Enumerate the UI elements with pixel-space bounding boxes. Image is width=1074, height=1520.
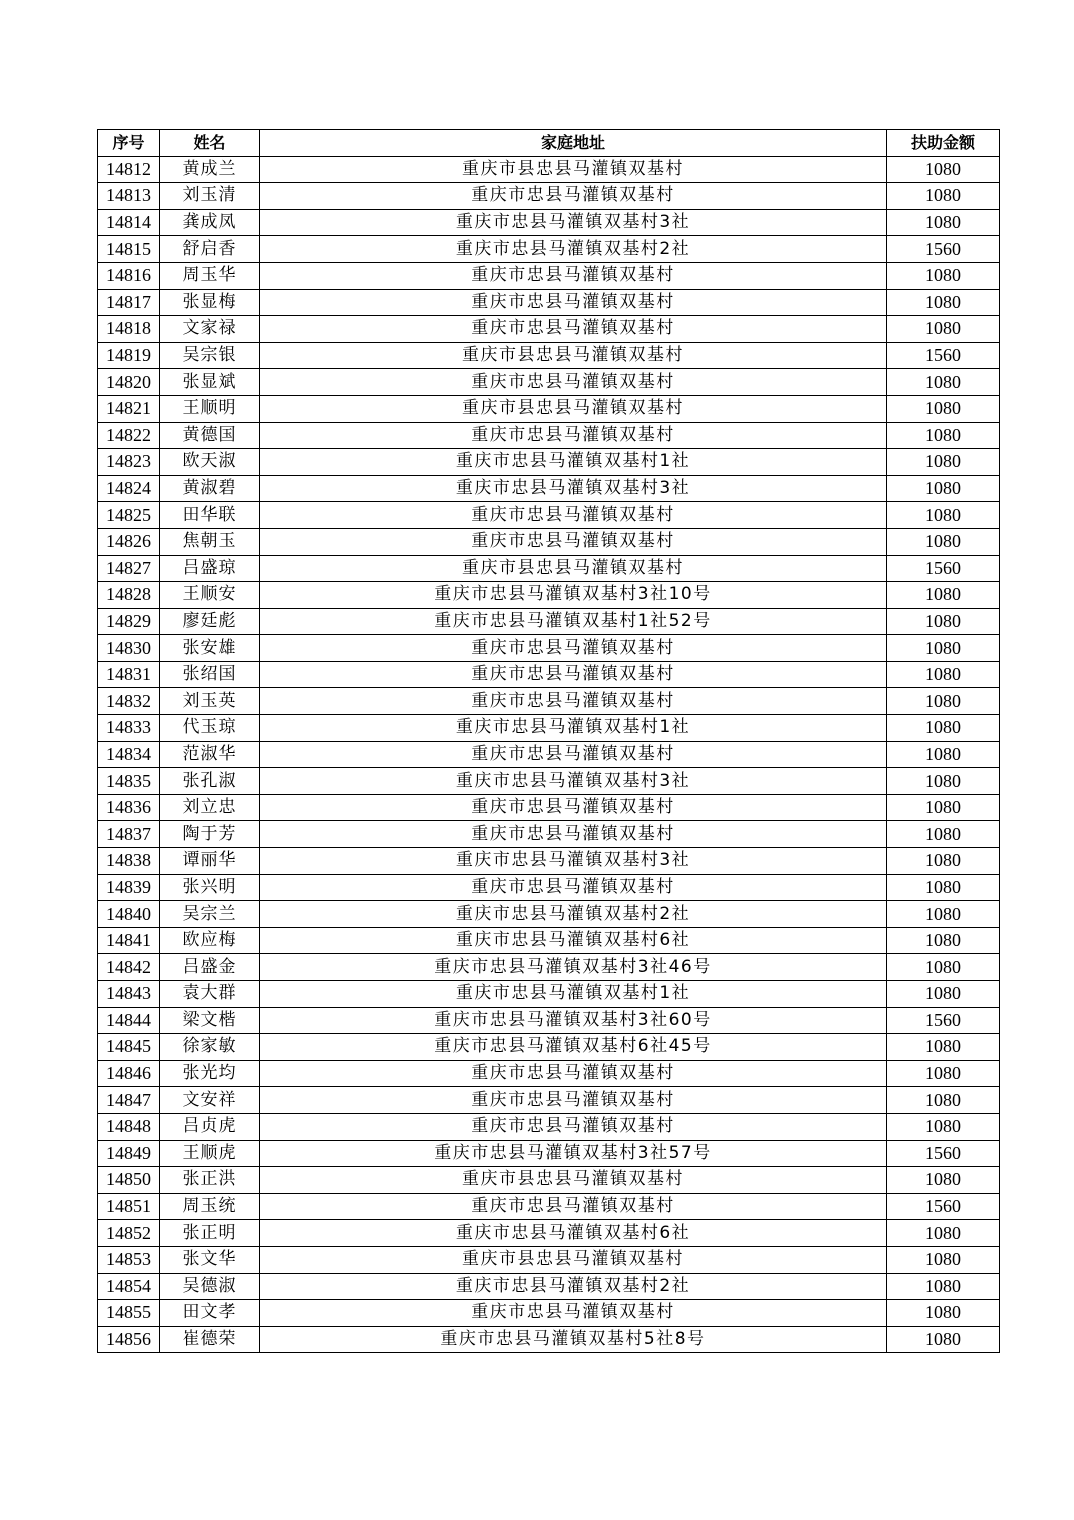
cell-seq: 14820 (98, 369, 160, 396)
cell-amount: 1560 (887, 1140, 1000, 1167)
table-row (98, 449, 1000, 476)
table-row (98, 156, 1000, 183)
table-row (98, 821, 1000, 848)
table-row (98, 635, 1000, 662)
table-row (98, 1273, 1000, 1300)
table-row (98, 502, 1000, 529)
cell-amount: 1080 (887, 608, 1000, 635)
cell-name: 谭丽华 (160, 848, 260, 875)
cell-amount: 1080 (887, 981, 1000, 1008)
table-row (98, 741, 1000, 768)
cell-seq: 14854 (98, 1273, 160, 1300)
cell-amount: 1080 (887, 741, 1000, 768)
cell-name: 黄德国 (160, 422, 260, 449)
table-row (98, 715, 1000, 742)
cell-address: 重庆市忠县马灌镇双基村 (260, 794, 887, 821)
assistance-table-container (97, 129, 999, 1353)
table-row (98, 342, 1000, 369)
cell-amount: 1560 (887, 1007, 1000, 1034)
cell-amount: 1080 (887, 1113, 1000, 1140)
table-row (98, 848, 1000, 875)
cell-amount: 1080 (887, 1300, 1000, 1327)
cell-seq: 14852 (98, 1220, 160, 1247)
header-row (98, 130, 1000, 157)
cell-seq: 14851 (98, 1193, 160, 1220)
cell-amount: 1080 (887, 635, 1000, 662)
cell-address: 重庆市县忠县马灌镇双基村 (260, 395, 887, 422)
cell-seq: 14833 (98, 715, 160, 742)
cell-name: 陶于芳 (160, 821, 260, 848)
cell-address: 重庆市忠县马灌镇双基村3社60号 (260, 1007, 887, 1034)
cell-seq: 14831 (98, 661, 160, 688)
cell-seq: 14837 (98, 821, 160, 848)
cell-amount: 1080 (887, 1034, 1000, 1061)
cell-address: 重庆市忠县马灌镇双基村 (260, 262, 887, 289)
cell-seq: 14826 (98, 528, 160, 555)
header-name: 姓名 (160, 130, 260, 157)
cell-address: 重庆市县忠县马灌镇双基村 (260, 156, 887, 183)
cell-address: 重庆市忠县马灌镇双基村 (260, 528, 887, 555)
cell-seq: 14812 (98, 156, 160, 183)
cell-address: 重庆市忠县马灌镇双基村 (260, 316, 887, 343)
cell-address: 重庆市忠县马灌镇双基村 (260, 422, 887, 449)
cell-amount: 1080 (887, 475, 1000, 502)
cell-name: 舒启香 (160, 236, 260, 263)
table-row (98, 236, 1000, 263)
cell-seq: 14834 (98, 741, 160, 768)
cell-name: 王顺虎 (160, 1140, 260, 1167)
cell-address: 重庆市忠县马灌镇双基村 (260, 661, 887, 688)
cell-address: 重庆市县忠县马灌镇双基村 (260, 1167, 887, 1194)
cell-address: 重庆市忠县马灌镇双基村 (260, 874, 887, 901)
cell-amount: 1080 (887, 927, 1000, 954)
cell-seq: 14850 (98, 1167, 160, 1194)
cell-amount: 1080 (887, 1246, 1000, 1273)
table-row (98, 981, 1000, 1008)
cell-address: 重庆市忠县马灌镇双基村5社8号 (260, 1326, 887, 1353)
cell-name: 张绍国 (160, 661, 260, 688)
table-row (98, 209, 1000, 236)
cell-amount: 1560 (887, 342, 1000, 369)
cell-amount: 1080 (887, 715, 1000, 742)
table-row (98, 1140, 1000, 1167)
table-row (98, 1193, 1000, 1220)
cell-amount: 1080 (887, 528, 1000, 555)
table-row (98, 1246, 1000, 1273)
cell-seq: 14839 (98, 874, 160, 901)
cell-name: 梁文楷 (160, 1007, 260, 1034)
cell-seq: 14836 (98, 794, 160, 821)
cell-amount: 1080 (887, 1326, 1000, 1353)
cell-seq: 14824 (98, 475, 160, 502)
cell-address: 重庆市忠县马灌镇双基村3社 (260, 475, 887, 502)
cell-name: 田华联 (160, 502, 260, 529)
table-body (98, 156, 1000, 1353)
cell-address: 重庆市忠县马灌镇双基村 (260, 502, 887, 529)
cell-seq: 14815 (98, 236, 160, 263)
table-row (98, 183, 1000, 210)
cell-name: 刘玉英 (160, 688, 260, 715)
cell-address: 重庆市忠县马灌镇双基村3社 (260, 209, 887, 236)
cell-name: 徐家敏 (160, 1034, 260, 1061)
cell-name: 吕贞虎 (160, 1113, 260, 1140)
cell-seq: 14835 (98, 768, 160, 795)
cell-seq: 14819 (98, 342, 160, 369)
cell-address: 重庆市忠县马灌镇双基村 (260, 688, 887, 715)
cell-amount: 1080 (887, 874, 1000, 901)
table-row (98, 582, 1000, 609)
cell-seq: 14841 (98, 927, 160, 954)
cell-name: 文家禄 (160, 316, 260, 343)
table-row (98, 1060, 1000, 1087)
table-row (98, 954, 1000, 981)
cell-seq: 14818 (98, 316, 160, 343)
cell-seq: 14844 (98, 1007, 160, 1034)
cell-name: 张安雄 (160, 635, 260, 662)
cell-address: 重庆市忠县马灌镇双基村 (260, 1300, 887, 1327)
cell-name: 廖廷彪 (160, 608, 260, 635)
cell-address: 重庆市忠县马灌镇双基村 (260, 635, 887, 662)
cell-name: 文安祥 (160, 1087, 260, 1114)
cell-amount: 1080 (887, 262, 1000, 289)
cell-address: 重庆市忠县马灌镇双基村 (260, 1193, 887, 1220)
cell-seq: 14821 (98, 395, 160, 422)
cell-name: 刘立忠 (160, 794, 260, 821)
cell-amount: 1080 (887, 289, 1000, 316)
cell-name: 代玉琼 (160, 715, 260, 742)
header-seq: 序号 (98, 130, 160, 157)
cell-address: 重庆市县忠县马灌镇双基村 (260, 342, 887, 369)
cell-address: 重庆市忠县马灌镇双基村 (260, 741, 887, 768)
cell-amount: 1080 (887, 1220, 1000, 1247)
cell-name: 吕盛金 (160, 954, 260, 981)
cell-seq: 14853 (98, 1246, 160, 1273)
cell-name: 周玉华 (160, 262, 260, 289)
cell-address: 重庆市忠县马灌镇双基村6社 (260, 1220, 887, 1247)
cell-seq: 14855 (98, 1300, 160, 1327)
cell-name: 张显斌 (160, 369, 260, 396)
table-row (98, 555, 1000, 582)
table-row (98, 874, 1000, 901)
table-row (98, 927, 1000, 954)
cell-amount: 1080 (887, 209, 1000, 236)
cell-amount: 1560 (887, 236, 1000, 263)
cell-address: 重庆市忠县马灌镇双基村1社 (260, 981, 887, 1008)
cell-address: 重庆市忠县马灌镇双基村1社 (260, 449, 887, 476)
cell-name: 田文孝 (160, 1300, 260, 1327)
cell-name: 崔德荣 (160, 1326, 260, 1353)
cell-amount: 1080 (887, 954, 1000, 981)
cell-amount: 1080 (887, 1273, 1000, 1300)
cell-amount: 1080 (887, 156, 1000, 183)
cell-seq: 14849 (98, 1140, 160, 1167)
cell-amount: 1080 (887, 502, 1000, 529)
table-row (98, 1087, 1000, 1114)
cell-amount: 1080 (887, 1087, 1000, 1114)
table-row (98, 1167, 1000, 1194)
assistance-table (97, 129, 1000, 1353)
cell-amount: 1080 (887, 316, 1000, 343)
cell-address: 重庆市忠县马灌镇双基村3社46号 (260, 954, 887, 981)
table-row (98, 661, 1000, 688)
table-row (98, 901, 1000, 928)
cell-name: 欧天淑 (160, 449, 260, 476)
cell-seq: 14838 (98, 848, 160, 875)
table-row (98, 768, 1000, 795)
cell-name: 范淑华 (160, 741, 260, 768)
cell-seq: 14845 (98, 1034, 160, 1061)
table-row (98, 475, 1000, 502)
cell-amount: 1080 (887, 449, 1000, 476)
cell-address: 重庆市忠县马灌镇双基村2社 (260, 901, 887, 928)
cell-address: 重庆市忠县马灌镇双基村1社52号 (260, 608, 887, 635)
cell-address: 重庆市忠县马灌镇双基村 (260, 1060, 887, 1087)
cell-address: 重庆市忠县马灌镇双基村2社 (260, 236, 887, 263)
cell-seq: 14817 (98, 289, 160, 316)
cell-amount: 1080 (887, 1167, 1000, 1194)
cell-address: 重庆市忠县马灌镇双基村 (260, 1113, 887, 1140)
cell-address: 重庆市县忠县马灌镇双基村 (260, 555, 887, 582)
table-row (98, 289, 1000, 316)
cell-seq: 14814 (98, 209, 160, 236)
cell-seq: 14829 (98, 608, 160, 635)
table-row (98, 262, 1000, 289)
table-row (98, 688, 1000, 715)
cell-address: 重庆市忠县马灌镇双基村1社 (260, 715, 887, 742)
cell-address: 重庆市忠县马灌镇双基村 (260, 289, 887, 316)
cell-address: 重庆市忠县马灌镇双基村 (260, 1087, 887, 1114)
cell-name: 吴宗兰 (160, 901, 260, 928)
cell-amount: 1080 (887, 661, 1000, 688)
cell-amount: 1080 (887, 688, 1000, 715)
cell-address: 重庆市县忠县马灌镇双基村 (260, 1246, 887, 1273)
table-row (98, 395, 1000, 422)
cell-name: 刘玉清 (160, 183, 260, 210)
cell-name: 王顺安 (160, 582, 260, 609)
table-row (98, 1326, 1000, 1353)
cell-amount: 1560 (887, 1193, 1000, 1220)
cell-name: 张光均 (160, 1060, 260, 1087)
cell-name: 周玉统 (160, 1193, 260, 1220)
table-row (98, 316, 1000, 343)
cell-seq: 14856 (98, 1326, 160, 1353)
table-row (98, 369, 1000, 396)
cell-amount: 1080 (887, 395, 1000, 422)
cell-amount: 1080 (887, 369, 1000, 396)
cell-seq: 14823 (98, 449, 160, 476)
cell-seq: 14822 (98, 422, 160, 449)
cell-name: 欧应梅 (160, 927, 260, 954)
cell-address: 重庆市忠县马灌镇双基村3社 (260, 768, 887, 795)
cell-name: 吴德淑 (160, 1273, 260, 1300)
cell-address: 重庆市忠县马灌镇双基村3社10号 (260, 582, 887, 609)
cell-seq: 14847 (98, 1087, 160, 1114)
table-row (98, 1220, 1000, 1247)
table-row (98, 1007, 1000, 1034)
cell-seq: 14828 (98, 582, 160, 609)
cell-name: 吕盛琼 (160, 555, 260, 582)
table-row (98, 528, 1000, 555)
table-row (98, 1113, 1000, 1140)
cell-amount: 1080 (887, 768, 1000, 795)
cell-name: 张正洪 (160, 1167, 260, 1194)
header-amount: 扶助金额 (887, 130, 1000, 157)
cell-name: 张显梅 (160, 289, 260, 316)
cell-name: 黄成兰 (160, 156, 260, 183)
table-row (98, 1034, 1000, 1061)
cell-address: 重庆市忠县马灌镇双基村3社 (260, 848, 887, 875)
cell-name: 袁大群 (160, 981, 260, 1008)
cell-name: 张正明 (160, 1220, 260, 1247)
cell-seq: 14825 (98, 502, 160, 529)
table-row (98, 794, 1000, 821)
cell-amount: 1080 (887, 1060, 1000, 1087)
cell-name: 焦朝玉 (160, 528, 260, 555)
cell-amount: 1080 (887, 582, 1000, 609)
cell-name: 龚成凤 (160, 209, 260, 236)
cell-seq: 14830 (98, 635, 160, 662)
header-address: 家庭地址 (260, 130, 887, 157)
cell-seq: 14843 (98, 981, 160, 1008)
cell-seq: 14848 (98, 1113, 160, 1140)
cell-seq: 14846 (98, 1060, 160, 1087)
table-row (98, 422, 1000, 449)
cell-name: 张文华 (160, 1246, 260, 1273)
cell-name: 张孔淑 (160, 768, 260, 795)
cell-name: 吴宗银 (160, 342, 260, 369)
cell-address: 重庆市忠县马灌镇双基村 (260, 369, 887, 396)
cell-seq: 14842 (98, 954, 160, 981)
table-row (98, 1300, 1000, 1327)
cell-address: 重庆市忠县马灌镇双基村6社 (260, 927, 887, 954)
cell-name: 王顺明 (160, 395, 260, 422)
cell-name: 黄淑碧 (160, 475, 260, 502)
cell-address: 重庆市忠县马灌镇双基村 (260, 821, 887, 848)
cell-amount: 1080 (887, 848, 1000, 875)
table-row (98, 608, 1000, 635)
cell-amount: 1560 (887, 555, 1000, 582)
cell-seq: 14827 (98, 555, 160, 582)
cell-address: 重庆市忠县马灌镇双基村3社57号 (260, 1140, 887, 1167)
cell-seq: 14832 (98, 688, 160, 715)
cell-address: 重庆市忠县马灌镇双基村 (260, 183, 887, 210)
cell-amount: 1080 (887, 794, 1000, 821)
cell-seq: 14813 (98, 183, 160, 210)
cell-address: 重庆市忠县马灌镇双基村2社 (260, 1273, 887, 1300)
cell-address: 重庆市忠县马灌镇双基村6社45号 (260, 1034, 887, 1061)
cell-seq: 14840 (98, 901, 160, 928)
cell-amount: 1080 (887, 901, 1000, 928)
cell-amount: 1080 (887, 183, 1000, 210)
cell-amount: 1080 (887, 422, 1000, 449)
cell-seq: 14816 (98, 262, 160, 289)
cell-name: 张兴明 (160, 874, 260, 901)
cell-amount: 1080 (887, 821, 1000, 848)
table-header (98, 130, 1000, 157)
